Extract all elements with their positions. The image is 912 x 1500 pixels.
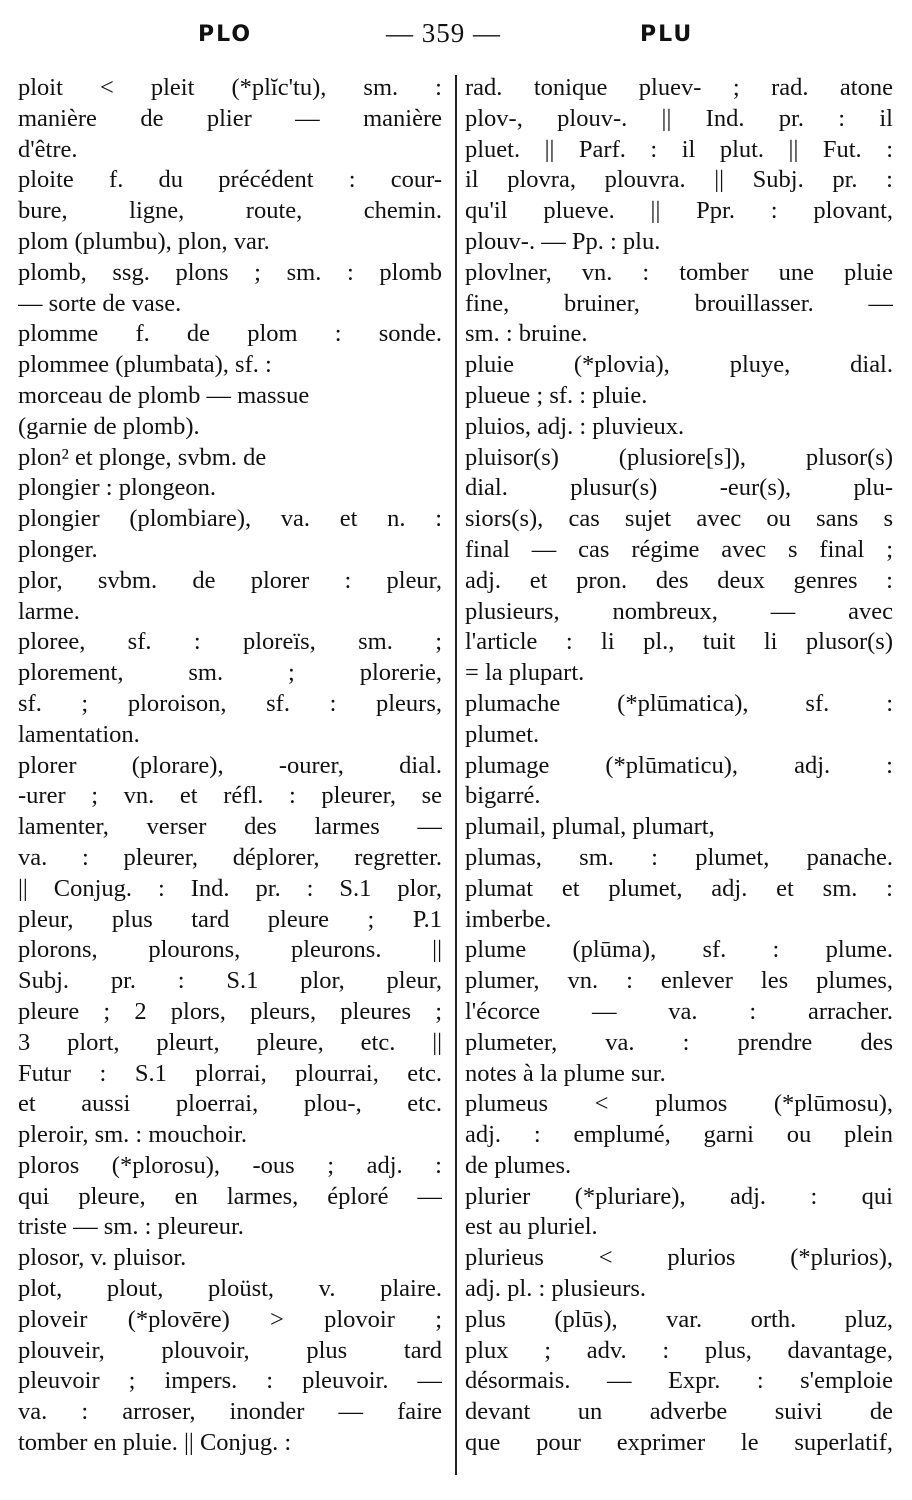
text-line: plorement, sm. ; plorerie, bbox=[18, 659, 442, 687]
right-column bbox=[465, 73, 893, 1483]
text-line: plumache (*plūmatica), sf. : bbox=[465, 689, 893, 717]
text-line: plumas, sm. : plumet, panache. bbox=[465, 843, 893, 871]
text-line: pluet. || Parf. : il plut. || Fut. : bbox=[465, 135, 893, 163]
text-line: plumage (*plūmaticu), adj. : bbox=[465, 751, 893, 779]
text-line: — sorte de vase. bbox=[18, 289, 182, 317]
text-line: triste — sm. : pleureur. bbox=[18, 1213, 244, 1241]
text-line: plus (plūs), var. orth. pluz, bbox=[465, 1305, 893, 1333]
text-line: ploree, sf. : ploreïs, sm. ; bbox=[18, 628, 442, 656]
text-line: plom (plumbu), plon, var. bbox=[18, 227, 270, 255]
text-line: plomb, ssg. plons ; sm. : plomb bbox=[18, 258, 442, 286]
text-line: plumail, plumal, plumart, bbox=[465, 813, 715, 841]
text-line: (garnie de plomb). bbox=[18, 412, 200, 440]
text-line: Subj. pr. : S.1 plor, pleur, bbox=[18, 967, 442, 995]
text-line: pluie (*plovia), pluye, dial. bbox=[465, 351, 893, 379]
text-line: plov-, plouv-. || Ind. pr. : il bbox=[465, 104, 893, 132]
text-line: plon² et plonge, svbm. de bbox=[18, 443, 267, 471]
text-line: plorer (plorare), -ourer, dial. bbox=[18, 751, 442, 779]
text-line: plurier (*pluriare), adj. : qui bbox=[465, 1182, 893, 1210]
text-line: Futur : S.1 plorrai, plourrai, etc. bbox=[18, 1059, 442, 1087]
text-line: pleroir, sm. : mouchoir. bbox=[18, 1121, 248, 1149]
text-line: plueue ; sf. : pluie. bbox=[465, 381, 648, 409]
text-line: plumat et plumet, adj. et sm. : bbox=[465, 874, 893, 902]
text-line: qui pleure, en larmes, éploré — bbox=[18, 1182, 442, 1210]
text-line: plumeus < plumos (*plūmosu), bbox=[465, 1090, 893, 1118]
text-line: plonger. bbox=[18, 535, 98, 563]
text-line: plouveir, plouvoir, plus tard bbox=[18, 1336, 442, 1364]
text-line: sf. ; ploroison, sf. : pleurs, bbox=[18, 689, 442, 717]
text-line: ploros (*plorosu), -ous ; adj. : bbox=[18, 1151, 442, 1179]
text-line: plumet. bbox=[465, 720, 540, 748]
text-line: d'être. bbox=[18, 135, 78, 163]
text-line: rad. tonique pluev- ; rad. atone bbox=[465, 74, 893, 101]
text-line: plurieus < plurios (*plurios), bbox=[465, 1244, 893, 1272]
text-line: adj. et pron. des deux genres : bbox=[465, 566, 893, 594]
text-line: pleur, plus tard pleure ; P.1 bbox=[18, 905, 442, 933]
text-line: va. : pleurer, déplorer, regretter. bbox=[18, 843, 442, 871]
text-line: lamentation. bbox=[18, 720, 140, 748]
text-line: || Conjug. : Ind. pr. : S.1 plor, bbox=[18, 874, 442, 902]
text-line: fine, bruiner, brouillasser. — bbox=[465, 289, 893, 317]
text-line: plosor, v. pluisor. bbox=[18, 1244, 187, 1272]
text-line: plomme f. de plom : sonde. bbox=[18, 320, 442, 348]
text-line: -urer ; vn. et réfl. : pleurer, se bbox=[18, 782, 442, 810]
text-line: ploit < pleit (*plĭc'tu), sm. : bbox=[18, 74, 442, 101]
page-header bbox=[0, 18, 912, 58]
running-head-right: PLU bbox=[640, 22, 694, 47]
text-line: et aussi ploerrai, plou-, etc. bbox=[18, 1090, 442, 1118]
text-line: plumeter, va. : prendre des bbox=[465, 1028, 893, 1056]
text-line: morceau de plomb — massue bbox=[18, 381, 310, 409]
text-line: final — cas régime avec s final ; bbox=[465, 535, 893, 563]
text-line: = la plupart. bbox=[465, 659, 585, 687]
running-head-left: PLO bbox=[198, 22, 253, 47]
text-line: l'écorce — va. : arracher. bbox=[465, 997, 893, 1025]
text-line: adj. pl. : plusieurs. bbox=[465, 1275, 647, 1303]
text-line: plorons, plourons, pleurons. || bbox=[18, 936, 442, 964]
text-line: il plovra, plouvra. || Subj. pr. : bbox=[465, 166, 893, 194]
text-line: plongier : plongeon. bbox=[18, 474, 217, 502]
text-line: adj. : emplumé, garni ou plein bbox=[465, 1121, 893, 1149]
text-line: plumer, vn. : enlever les plumes, bbox=[465, 967, 893, 995]
text-line: devant un adverbe suivi de bbox=[465, 1398, 893, 1426]
text-line: qu'il plueve. || Ppr. : plovant, bbox=[465, 197, 893, 225]
text-line: plot, plout, ploüst, v. plaire. bbox=[18, 1275, 442, 1303]
text-line: imberbe. bbox=[465, 905, 552, 933]
text-line: pluisor(s) (plusiore[s]), plusor(s) bbox=[465, 443, 893, 471]
text-line: notes à la plume sur. bbox=[465, 1059, 666, 1087]
column-divider bbox=[455, 75, 457, 1475]
text-line: manière de plier — manière bbox=[18, 104, 442, 132]
text-line: plusieurs, nombreux, — avec bbox=[465, 597, 893, 625]
text-line: que pour exprimer le superlatif, bbox=[465, 1429, 893, 1457]
page-number: — 359 — bbox=[386, 18, 501, 48]
text-line: plongier (plombiare), va. et n. : bbox=[18, 505, 442, 533]
text-line: bure, ligne, route, chemin. bbox=[18, 197, 442, 225]
text-line: tomber en pluie. || Conjug. : bbox=[18, 1429, 292, 1457]
text-line: désormais. — Expr. : s'emploie bbox=[465, 1367, 893, 1395]
text-line: l'article : li pl., tuit li plusor(s) bbox=[465, 628, 893, 656]
text-line: va. : arroser, inonder — faire bbox=[18, 1398, 442, 1426]
text-line: 3 plort, pleurt, pleure, etc. || bbox=[18, 1028, 442, 1056]
text-line: siors(s), cas sujet avec ou sans s bbox=[465, 505, 893, 533]
text-line: pluios, adj. : pluvieux. bbox=[465, 412, 685, 440]
text-line: dial. plusur(s) -eur(s), plu- bbox=[465, 474, 893, 502]
text-line: de plumes. bbox=[465, 1151, 572, 1179]
text-line: plux ; adv. : plus, davantage, bbox=[465, 1336, 893, 1364]
text-line: lamenter, verser des larmes — bbox=[18, 813, 442, 841]
text-line: plovlner, vn. : tomber une pluie bbox=[465, 258, 893, 286]
text-line: ploite f. du précédent : cour- bbox=[18, 166, 442, 194]
text-line: pleure ; 2 plors, pleurs, pleures ; bbox=[18, 997, 442, 1025]
text-line: sm. : bruine. bbox=[465, 320, 588, 348]
text-line: larme. bbox=[18, 597, 80, 625]
text-line: ploveir (*plovēre) > plovoir ; bbox=[18, 1305, 442, 1333]
text-line: pleuvoir ; impers. : pleuvoir. — bbox=[18, 1367, 442, 1395]
text-line: plommee (plumbata), sf. : bbox=[18, 351, 272, 379]
text-line: plume (plūma), sf. : plume. bbox=[465, 936, 893, 964]
text-line: est au pluriel. bbox=[465, 1213, 598, 1241]
text-line: bigarré. bbox=[465, 782, 541, 810]
text-line: plouv-. — Pp. : plu. bbox=[465, 227, 661, 255]
text-line: plor, svbm. de plorer : pleur, bbox=[18, 566, 442, 594]
left-column bbox=[18, 73, 442, 1483]
